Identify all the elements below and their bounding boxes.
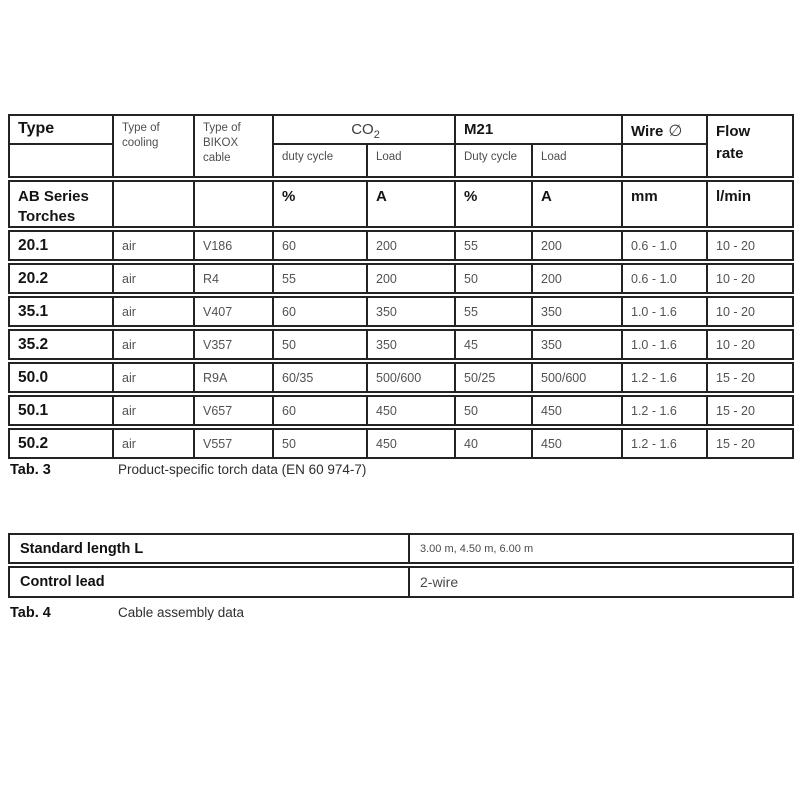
table-row — [8, 230, 794, 261]
m21-load-cell: 350 — [533, 298, 623, 325]
unit-co2-load: A — [368, 182, 456, 226]
unit-co2-duty: % — [274, 182, 368, 226]
table-row — [8, 566, 794, 598]
m21-load-cell: 450 — [533, 430, 623, 457]
co2-load-cell: 500/600 — [368, 364, 456, 391]
units-row — [8, 180, 794, 228]
flow-rate-cell: 10 - 20 — [716, 337, 755, 352]
torch-type-cell: 50.2 — [10, 430, 114, 457]
diameter-icon: ∅ — [668, 123, 683, 140]
co2-duty-cell: 60 — [274, 397, 368, 424]
unit-m21-load: A — [533, 182, 623, 226]
co2-duty-cell: 50 — [274, 331, 368, 358]
cooling-cell: air — [114, 331, 195, 358]
m21-duty-cell: 40 — [456, 430, 533, 457]
control-lead-label: Control lead — [10, 568, 410, 596]
m21-load-cell: 350 — [533, 331, 623, 358]
table-row — [8, 329, 794, 360]
col-header-co2-duty-cycle: duty cycle — [274, 145, 368, 176]
cooling-cell: air — [114, 265, 195, 292]
flow-rate-cell: 10 - 20 — [716, 271, 755, 286]
table-row — [8, 362, 794, 393]
table-row — [8, 296, 794, 327]
col-header-wire-diameter — [623, 116, 708, 145]
col-header-bikox-cable: Type of BIKOX cable — [195, 116, 274, 176]
wire-diameter-cell: 1.2 - 1.6 — [623, 364, 708, 391]
co2-load-cell: 450 — [368, 430, 456, 457]
co2-duty-cell: 60 — [274, 232, 368, 259]
series-label: AB Series Torches — [18, 188, 89, 225]
wire-diameter-cell: 1.0 - 1.6 — [623, 298, 708, 325]
standard-length-value: 3.00 m, 4.50 m, 6.00 m — [420, 542, 534, 555]
table3-caption — [10, 462, 366, 478]
co2-subscript: 2 — [373, 129, 380, 141]
torch-type-cell: 20.2 — [10, 265, 114, 292]
wire-diameter-cell: 0.6 - 1.0 — [623, 265, 708, 292]
col-header-cooling: Type of cooling — [114, 116, 195, 176]
table3-caption-text: Product-specific torch data (EN 60 974-7) — [118, 462, 367, 477]
col-header-co2 — [274, 116, 456, 145]
co2-label: CO — [351, 121, 374, 138]
col-header-type-empty — [10, 145, 114, 176]
flow-rate-cell: 15 - 20 — [716, 403, 755, 418]
co2-load-cell: 350 — [368, 331, 456, 358]
cooling-cell: air — [114, 397, 195, 424]
bikox-cable-cell: V186 — [195, 232, 274, 259]
co2-load-cell: 200 — [368, 232, 456, 259]
col-header-type: Type — [10, 116, 114, 145]
table4-caption — [10, 605, 244, 621]
series-cell — [10, 182, 114, 226]
cable-assembly-table — [8, 533, 794, 600]
table-row — [8, 428, 794, 459]
bikox-cable-cell: V557 — [195, 430, 274, 457]
m21-load-cell: 200 — [533, 265, 623, 292]
m21-duty-cell: 50 — [456, 265, 533, 292]
table-header — [8, 114, 794, 178]
m21-duty-cell: 50/25 — [456, 364, 533, 391]
table-body — [8, 230, 794, 459]
torch-type-cell: 20.1 — [10, 232, 114, 259]
table-row — [8, 263, 794, 294]
flow-rate-label: Flow rate — [716, 123, 751, 162]
unit-flow: l/min — [716, 188, 752, 205]
wire-diameter-cell: 1.0 - 1.6 — [623, 331, 708, 358]
bikox-cable-cell: V407 — [195, 298, 274, 325]
flow-rate-cell: 15 - 20 — [716, 436, 755, 451]
wire-diameter-cell: 1.2 - 1.6 — [623, 397, 708, 424]
table-row — [8, 533, 794, 564]
wire-label: Wire — [631, 123, 664, 140]
torch-data-table — [8, 114, 794, 461]
standard-length-label: Standard length L — [10, 535, 410, 562]
co2-load-cell: 450 — [368, 397, 456, 424]
m21-load-cell: 450 — [533, 397, 623, 424]
col-header-m21-duty-cycle: Duty cycle — [456, 145, 533, 176]
flow-rate-cell: 10 - 20 — [716, 304, 755, 319]
co2-load-cell: 200 — [368, 265, 456, 292]
flow-rate-cell: 10 - 20 — [716, 238, 755, 253]
col-header-flow-rate — [708, 116, 792, 176]
unit-m21-duty: % — [456, 182, 533, 226]
m21-duty-cell: 55 — [456, 232, 533, 259]
m21-duty-cell: 50 — [456, 397, 533, 424]
wire-diameter-cell: 1.2 - 1.6 — [623, 430, 708, 457]
co2-duty-cell: 50 — [274, 430, 368, 457]
co2-duty-cell: 60/35 — [274, 364, 368, 391]
units-empty-cooling — [114, 182, 195, 226]
m21-duty-cell: 55 — [456, 298, 533, 325]
bikox-cable-cell: V357 — [195, 331, 274, 358]
cooling-cell: air — [114, 364, 195, 391]
control-lead-value: 2-wire — [420, 574, 459, 590]
table-row — [8, 395, 794, 426]
col-header-m21-load: Load — [533, 145, 623, 176]
m21-duty-cell: 45 — [456, 331, 533, 358]
col-header-m21: M21 — [456, 116, 623, 145]
co2-duty-cell: 55 — [274, 265, 368, 292]
torch-type-cell: 50.0 — [10, 364, 114, 391]
col-header-co2-load: Load — [368, 145, 456, 176]
table4-caption-text: Cable assembly data — [118, 605, 245, 620]
m21-load-cell: 500/600 — [533, 364, 623, 391]
bikox-cable-cell: R4 — [195, 265, 274, 292]
torch-type-cell: 35.2 — [10, 331, 114, 358]
torch-type-cell: 50.1 — [10, 397, 114, 424]
wire-diameter-cell: 0.6 - 1.0 — [623, 232, 708, 259]
units-empty-cable — [195, 182, 274, 226]
co2-duty-cell: 60 — [274, 298, 368, 325]
cooling-cell: air — [114, 232, 195, 259]
bikox-cable-cell: V657 — [195, 397, 274, 424]
m21-load-cell: 200 — [533, 232, 623, 259]
table3-caption-label: Tab. 3 — [10, 462, 51, 478]
torch-type-cell: 35.1 — [10, 298, 114, 325]
co2-load-cell: 350 — [368, 298, 456, 325]
bikox-cable-cell: R9A — [195, 364, 274, 391]
unit-wire: mm — [623, 182, 708, 226]
cooling-cell: air — [114, 430, 195, 457]
col-header-wire-empty — [623, 145, 708, 176]
table4-caption-label: Tab. 4 — [10, 605, 51, 621]
cooling-cell: air — [114, 298, 195, 325]
flow-rate-cell: 15 - 20 — [716, 370, 755, 385]
